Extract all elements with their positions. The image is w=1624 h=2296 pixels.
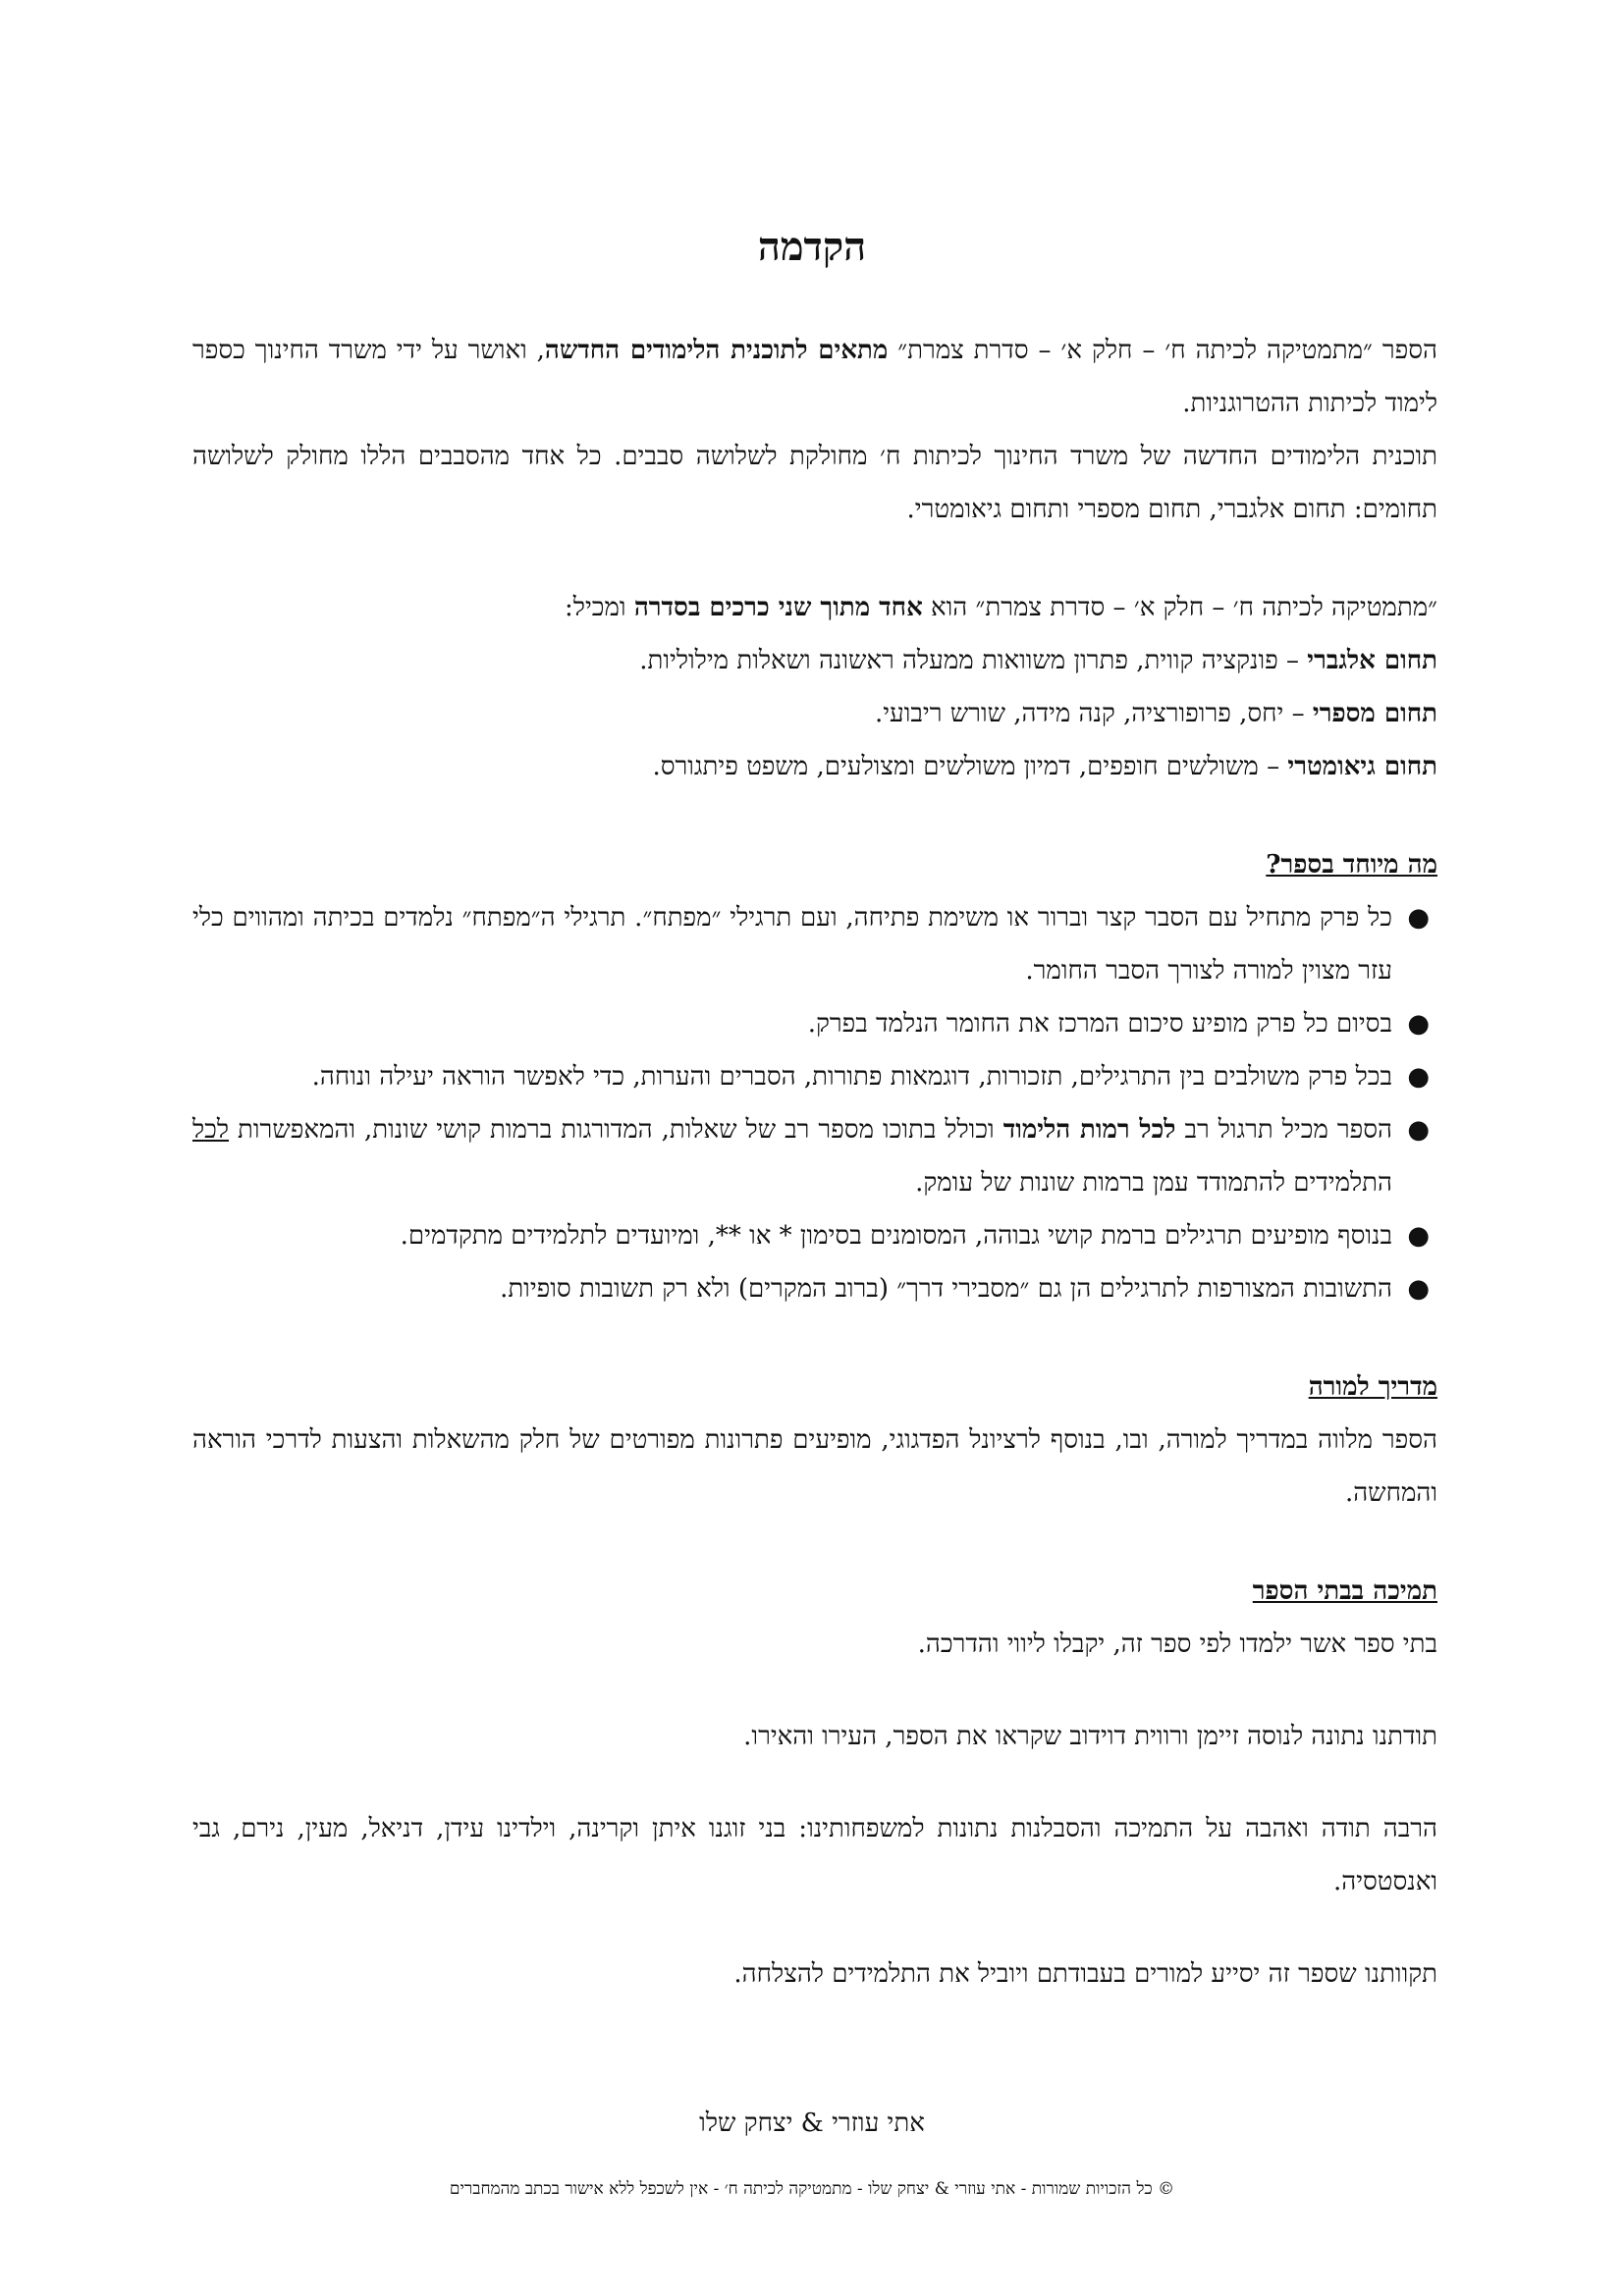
list-item-text: וכולל בתוכו מספר רב של שאלות, המדורגות ברמות קושי שונות, והמאפשרות bbox=[229, 1115, 1003, 1145]
list-item-text: התשובות המצורפות לתרגילים הן גם ״מסבירי דרך״ (ברוב המקרים) ולא רק תשובות סופיות. bbox=[500, 1274, 1392, 1304]
teacher-guide-heading: מדריך למורה bbox=[1308, 1372, 1437, 1402]
list-item bbox=[192, 1050, 1437, 1103]
list-item bbox=[192, 891, 1437, 997]
list-item-text: בסיום כל פרק מופיע סיכום המרכז את החומר הנלמד בפרק. bbox=[807, 1009, 1392, 1039]
page-title: הקדמה bbox=[757, 224, 867, 270]
domain-line-algebra bbox=[192, 634, 1437, 687]
list-item-text: הספר מכיל תרגול רב bbox=[1175, 1115, 1392, 1145]
series-text: ״מתמטיקה לכיתה ח׳ – חלק א׳ – סדרת צמרת״ הוא bbox=[922, 593, 1437, 622]
domain-name: תחום אלגברי bbox=[1307, 646, 1437, 675]
intro-text: , ואושר על ידי משרד החינוך כספר לימוד לכיתות ההטרוגניות. bbox=[192, 336, 1437, 418]
bullet-icon: ● bbox=[1407, 1274, 1430, 1304]
special-heading: מה מיוחד בספר? bbox=[1266, 850, 1437, 880]
hope-paragraph: תקוותנו שספר זה יסייע למורים בעבודתם ויוביל את התלמידים להצלחה. bbox=[733, 1959, 1437, 1989]
series-bold-text: אחד מתוך שני כרכים בסדרה bbox=[633, 593, 923, 622]
bullet-icon: ● bbox=[1407, 1221, 1430, 1251]
list-item bbox=[192, 997, 1437, 1050]
list-item bbox=[192, 1209, 1437, 1262]
spacer bbox=[192, 1671, 1437, 1710]
list-item-bold-text: לכל רמות הלימוד bbox=[1002, 1115, 1176, 1145]
spacer bbox=[192, 793, 1437, 838]
school-support-paragraph: בתי ספר אשר ילמדו לפי ספר זה, יקבלו ליווי והדרכה. bbox=[917, 1629, 1437, 1659]
list-item bbox=[192, 1103, 1437, 1209]
spacer bbox=[192, 1908, 1437, 1948]
intro-paragraph-2: תוכנית הלימודים החדשה של משרד החינוך לכיתות ח׳ מחולקת לשלושה סבבים. כל אחד מהסבבים הללו מחולק לשלושה תחומים: תחום אלגברי, תחום מספרי ותחום גיאומטרי. bbox=[192, 442, 1437, 524]
list-item-text: בכל פרק משולבים בין התרגילים, תזכורות, דוגמאות פתורות, הסברים והערות, כדי לאפשר הוראה יעילה ונוחה. bbox=[311, 1062, 1392, 1092]
intro-paragraph-1 bbox=[192, 324, 1437, 430]
spacer bbox=[192, 536, 1437, 581]
series-text: ומכיל: bbox=[565, 593, 634, 622]
teacher-guide-paragraph: הספר מלווה במדריך למורה, ובו, בנוסף לרציונל הפדגוגי, מופיעים פתרונות מפורטים של חלק מהשאלות והצעות לדרכי הוראה והמחשה. bbox=[192, 1425, 1437, 1508]
spacer bbox=[192, 1520, 1437, 1565]
bullet-icon: ● bbox=[1407, 1115, 1430, 1145]
school-support-heading: תמיכה בבתי הספר bbox=[1252, 1576, 1437, 1606]
domain-description: – משולשים חופפים, דמיון משולשים ומצולעים, משפט פיתגורס. bbox=[652, 752, 1288, 781]
bullet-icon: ● bbox=[1407, 903, 1430, 933]
special-list bbox=[192, 891, 1437, 1315]
list-item-text: בנוסף מופיעים תרגילים ברמת קושי גבוהה, המסומנים בסימון * או **, ומיועדים לתלמידים מתקדמים. bbox=[400, 1221, 1392, 1251]
spacer bbox=[192, 1763, 1437, 1802]
intro-text: הספר ״מתמטיקה לכיתה ח׳ – חלק א׳ – סדרת צמרת״ bbox=[888, 336, 1437, 365]
list-item-underlined-text: לכל bbox=[192, 1115, 230, 1145]
copyright-footer: © כל הזכויות שמורות - אתי עוזרי & יצחק שלו - מתמטיקה לכיתה ח׳ - אין לשכפל ללא אישור בכתב מהמחברים bbox=[449, 2179, 1175, 2199]
family-paragraph: הרבה תודה ואהבה על התמיכה והסבלנות נתונות למשפחותינו: בני זוגנו איתן וקרינה, וילדינו עידן, דניאל, מעין, נירם, גבי ואנסטסיה. bbox=[192, 1814, 1437, 1896]
domain-name: תחום גיאומטרי bbox=[1287, 752, 1437, 781]
series-intro-line bbox=[192, 581, 1437, 634]
authors-signature: אתי עוזרי & יצחק שלו bbox=[699, 2109, 925, 2138]
domain-line-numeric bbox=[192, 687, 1437, 740]
domain-line-geometry bbox=[192, 740, 1437, 793]
domain-name: תחום מספרי bbox=[1312, 699, 1437, 728]
list-item-text: כל פרק מתחיל עם הסבר קצר וברור או משימת פתיחה, ועם תרגילי ״מפתח״. תרגילי ה״מפתח״ נלמדים בכיתה ומהווים כלי עזר מצוין למורה לצורך הסבר החומר. bbox=[192, 903, 1392, 986]
list-item bbox=[192, 1262, 1437, 1315]
bullet-icon: ● bbox=[1407, 1009, 1430, 1039]
spacer bbox=[192, 1315, 1437, 1361]
bullet-icon: ● bbox=[1407, 1062, 1430, 1092]
list-item-text: התלמידים להתמודד עמן ברמות שונות של עומק. bbox=[915, 1168, 1392, 1198]
thanks-paragraph: תודתנו נתונה לנוסה זיימן ורווית דוידוב שקראו את הספר, העירו והאירו. bbox=[743, 1722, 1437, 1751]
document-body bbox=[192, 324, 1437, 2001]
domain-description: – פונקציה קווית, פתרון משוואות ממעלה ראשונה ושאלות מילוליות. bbox=[639, 646, 1308, 675]
intro-bold-text: מתאים לתוכנית הלימודים החדשה bbox=[544, 336, 889, 365]
domain-description: – יחס, פרופורציה, קנה מידה, שורש ריבועי. bbox=[874, 699, 1313, 728]
